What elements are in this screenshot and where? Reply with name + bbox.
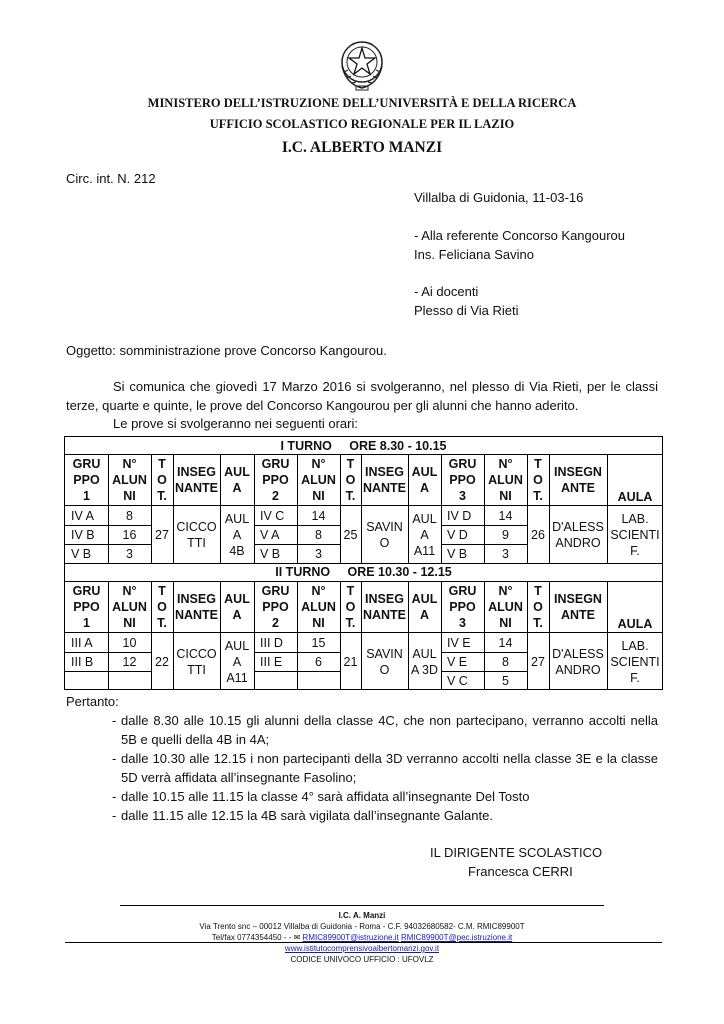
header-tot2	[340, 455, 361, 505]
alunni-cell	[297, 544, 340, 563]
header-tot2	[340, 582, 361, 632]
alunni-cell-text: 14	[498, 508, 513, 523]
header-insegnante3	[549, 455, 607, 505]
header-aula1	[220, 455, 254, 505]
table-rule	[220, 581, 221, 690]
footer-divider	[120, 905, 604, 906]
aula-cell-text: AUL A 3D	[410, 646, 439, 677]
header-gruppo1-text: GRU PPO 1	[72, 457, 101, 503]
tot-cell	[340, 506, 361, 563]
group-cell-text: III E	[260, 654, 283, 669]
group-cell	[254, 652, 303, 671]
group-cell	[254, 544, 303, 563]
alunni-cell	[484, 652, 527, 671]
alunni-cell-text: 8	[315, 527, 322, 542]
alunni-cell-text: 10	[122, 635, 137, 650]
alunni-cell	[108, 633, 151, 652]
alunni-cell-text: 14	[498, 635, 513, 650]
group-cell-text: IV E	[447, 635, 471, 650]
tot-cell-text: 21	[343, 654, 358, 669]
alunni-cell-text: 5	[502, 673, 509, 688]
header-gruppo3	[441, 582, 484, 632]
alunni-cell-text: 8	[126, 508, 133, 523]
alunni-cell-text: 3	[315, 546, 322, 561]
header-insegnante2-text: INSEG NANTE	[362, 592, 407, 622]
header-alunni1-text: N° ALUN NI	[112, 457, 147, 503]
header-tot1	[151, 455, 173, 505]
place-date: Villalba di Guidonia, 11-03-16	[414, 190, 584, 205]
header-insegnante2	[361, 455, 408, 505]
table-rule	[484, 454, 485, 563]
recipient-referente-name: Ins. Feliciana Savino	[414, 247, 534, 262]
table-rule	[220, 454, 221, 563]
bullet-dash: -	[112, 789, 117, 804]
mail-icon: ✉	[293, 933, 301, 942]
header-alunni3-text: N° ALUN NI	[488, 584, 523, 630]
bullet-dash: -	[112, 713, 117, 728]
header-tot3-text: T O T.	[533, 457, 543, 503]
bullet-text: dalle 10.15 alle 11.15 la classe 4° sarà affidata all’insegnante Del Tosto	[121, 789, 530, 804]
alunni-cell	[297, 652, 340, 671]
turno1-header: I TURNO ORE 8.30 - 10.15	[280, 439, 447, 453]
header-alunni1	[108, 455, 151, 505]
bullet-dash: -	[112, 808, 117, 823]
group-cell	[441, 544, 490, 563]
alunni-cell	[108, 671, 151, 690]
header-alunni3	[484, 582, 527, 632]
insegnante-cell-text: CICCO TTI	[176, 519, 217, 550]
insegnante-cell	[173, 506, 220, 563]
group-cell	[441, 652, 490, 671]
group-cell	[441, 633, 490, 652]
table-rule	[441, 581, 442, 690]
header-alunni1	[108, 582, 151, 632]
header-alunni3-text: N° ALUN NI	[488, 457, 523, 503]
header-tot1-text: T O T.	[157, 457, 167, 503]
table-rule	[297, 454, 298, 563]
group-cell	[65, 544, 114, 563]
group-cell	[65, 671, 114, 690]
tot-cell-text: 25	[343, 527, 358, 542]
aula-cell	[408, 506, 441, 563]
footer-office-code: CODICE UNIVOCO UFFICIO : UFOVLZ	[290, 955, 434, 964]
header-aula1-text: AUL A	[224, 592, 250, 622]
header-insegnante1-text: INSEG NANTE	[174, 592, 219, 622]
group-cell-text: IV A	[71, 508, 94, 523]
alunni-cell	[484, 633, 527, 652]
alunni-cell	[484, 544, 527, 563]
insegnante-cell	[549, 633, 607, 690]
footer-address: Via Trento snc – 00012 Villalba di Guidonia - Roma - C.F. 94032680582- C.M. RMIC89900T	[199, 922, 525, 931]
aula-cell-text: AUL A A11	[224, 638, 250, 685]
header-aula3-text: AULA	[617, 617, 653, 631]
group-cell	[254, 633, 303, 652]
tot-cell-text: 27	[531, 654, 545, 669]
alunni-cell-text: 3	[502, 546, 509, 561]
header-tot1-text: T O T.	[157, 584, 167, 630]
table-rule	[108, 581, 109, 690]
group-cell	[65, 633, 114, 652]
header-aula1-text: AUL A	[224, 465, 250, 495]
tot-cell	[527, 633, 549, 690]
alunni-cell	[297, 525, 340, 544]
footer-tel: Tel/fax 0774354450 - -	[211, 933, 292, 942]
aula-cell-text: AUL A 4B	[224, 511, 250, 558]
table-rule	[549, 581, 550, 690]
group-cell-text: III B	[71, 654, 94, 669]
group-cell	[441, 525, 490, 544]
header-gruppo2-text: GRU PPO 2	[261, 584, 290, 630]
aula-cell	[408, 633, 441, 690]
table-rule	[408, 581, 409, 690]
header-aula1	[220, 582, 254, 632]
header-gruppo2	[254, 582, 297, 632]
alunni-cell	[297, 506, 340, 525]
insegnante-cell	[361, 506, 408, 563]
tot-cell	[151, 506, 173, 563]
footer-website-row	[0, 944, 724, 954]
header-aula3	[607, 455, 663, 505]
body-schedule-intro: Le prove si svolgeranno nei seguenti orari:	[113, 416, 358, 431]
header-tot3-text: T O T.	[533, 584, 543, 630]
aula-cell-text: LAB. SCIENTI F.	[610, 511, 660, 558]
header-insegnante1	[173, 582, 220, 632]
alunni-cell-text: 15	[311, 635, 326, 650]
group-cell	[65, 652, 114, 671]
header-alunni2	[297, 455, 340, 505]
table-rule	[527, 454, 528, 563]
insegnante-cell-text: SAVIN O	[366, 646, 403, 677]
header-insegnante2	[361, 582, 408, 632]
recipient-referente: - Alla referente Concorso Kangourou	[414, 228, 626, 243]
footer-school-name: I.C. A. Manzi	[338, 911, 386, 920]
footer-email-link[interactable]: RMIC89900T@istruzione.it	[302, 933, 399, 942]
header-aula3	[607, 582, 663, 632]
header-insegnante3-text: INSEGN ANTE	[554, 592, 602, 622]
alunni-cell	[484, 671, 527, 690]
group-cell-text: V B	[71, 546, 92, 561]
group-cell-text: V A	[260, 527, 280, 542]
table-rule	[549, 454, 550, 563]
header-alunni1-text: N° ALUN NI	[112, 584, 147, 630]
turno2-header: II TURNO ORE 10.30 - 12.15	[275, 565, 452, 579]
alunni-cell-text: 16	[122, 527, 137, 542]
signature-role: IL DIRIGENTE SCOLASTICO	[430, 845, 603, 860]
recipient-plesso: Plesso di Via Rieti	[414, 303, 519, 318]
list-item	[66, 749, 658, 787]
schedule-table	[64, 436, 663, 690]
header-gruppo1	[65, 582, 108, 632]
aula-cell	[220, 506, 254, 563]
footer-pec-link[interactable]: RMIC89900T@pec.istruzione.it	[400, 933, 513, 942]
recipient-docenti: - Ai docenti	[414, 284, 479, 299]
table-rule	[254, 454, 255, 563]
table-rule	[254, 581, 255, 690]
header-insegnante2-text: INSEG NANTE	[362, 465, 407, 495]
header-tot3	[527, 455, 549, 505]
tot-cell	[527, 506, 549, 563]
header-gruppo1	[65, 455, 108, 505]
header-insegnante3	[549, 582, 607, 632]
header-tot2-text: T O T.	[345, 584, 356, 630]
insegnante-cell-text: SAVIN O	[366, 519, 403, 550]
header-insegnante3-text: INSEGN ANTE	[554, 465, 602, 495]
group-cell-text: IV B	[71, 527, 95, 542]
table-rule	[408, 454, 409, 563]
tot-cell	[340, 633, 361, 690]
alunni-cell	[484, 506, 527, 525]
alunni-cell-text: 3	[126, 546, 133, 561]
aula-cell	[607, 506, 663, 563]
group-cell	[254, 525, 303, 544]
signature-name: Francesca CERRI	[468, 864, 573, 879]
table-rule	[340, 454, 341, 563]
header-gruppo3-text: GRU PPO 3	[448, 584, 477, 630]
table-rule	[484, 581, 485, 690]
group-cell	[254, 671, 303, 690]
alunni-cell-text: 12	[122, 654, 137, 669]
alunni-cell	[108, 506, 151, 525]
group-cell-text: III D	[260, 635, 283, 650]
alunni-cell	[297, 633, 340, 652]
insegnante-cell	[173, 633, 220, 690]
header-gruppo2	[254, 455, 297, 505]
header-alunni2	[297, 582, 340, 632]
list-item	[66, 806, 658, 825]
subject-line: Oggetto: somministrazione prove Concorso Kangourou.	[66, 343, 387, 358]
table-rule	[151, 454, 152, 563]
office-title: UFFICIO SCOLASTICO REGIONALE PER IL LAZIO	[209, 117, 515, 131]
table-rule	[65, 563, 662, 564]
list-item	[66, 787, 658, 806]
group-cell	[441, 506, 490, 525]
list-item	[66, 711, 658, 749]
insegnante-cell-text: D'ALESS ANDRO	[552, 519, 604, 550]
bullet-text: dalle 11.15 alle 12.15 la 4B sarà vigilata dall’insegnante Galante.	[121, 808, 493, 823]
body-paragraph: Si comunica che giovedì 17 Marzo 2016 si svolgeranno, nel plesso di Via Rieti, per le classi terze, quarte e quinte, le prove del Concorso Kangourou per gli alunni che hanno aderito.	[66, 379, 658, 413]
header-alunni3	[484, 455, 527, 505]
tot-cell-text: 27	[155, 527, 169, 542]
alunni-cell-text: 14	[311, 508, 326, 523]
alunni-cell	[484, 525, 527, 544]
group-cell	[65, 525, 114, 544]
alunni-cell-text: 8	[502, 654, 509, 669]
group-cell-text: III A	[71, 635, 93, 650]
insegnante-cell-text: CICCO TTI	[176, 646, 217, 677]
header-tot1	[151, 582, 173, 632]
tot-cell-text: 22	[155, 654, 169, 669]
table-rule	[607, 581, 608, 690]
header-alunni2-text: N° ALUN NI	[301, 457, 336, 503]
table-rule	[361, 454, 362, 563]
alunni-cell	[297, 671, 340, 690]
aula-cell-text: LAB. SCIENTI F.	[610, 638, 660, 685]
circular-number: Circ. int. N. 212	[66, 171, 156, 186]
table-rule	[607, 454, 608, 563]
bullet-text: dalle 10.30 alle 12.15 i non partecipanti della 3D verranno accolti nella classe 3E e la classe 5D verrà affidata all’insegnante Fasolino;	[121, 751, 658, 785]
republic-emblem	[336, 36, 388, 92]
footer-website-link[interactable]: www.istitutocomprensivoalbertomanzi.gov.it	[284, 944, 440, 953]
group-cell-text: IV D	[447, 508, 472, 523]
header-aula2-text: AUL A	[411, 465, 438, 495]
group-cell	[65, 506, 114, 525]
bullet-dash: -	[112, 751, 117, 766]
bullet-text: dalle 8.30 alle 10.15 gli alunni della classe 4C, che non partecipano, verranno accolti nella 5B e quelli della 4B in 4A;	[121, 713, 658, 747]
group-cell-text: V C	[447, 673, 468, 688]
alunni-cell	[108, 652, 151, 671]
header-gruppo3-text: GRU PPO 3	[448, 457, 477, 503]
table-rule	[173, 454, 174, 563]
header-tot3	[527, 582, 549, 632]
table-rule	[173, 581, 174, 690]
table-rule	[527, 581, 528, 690]
alunni-cell	[108, 544, 151, 563]
group-cell	[441, 671, 490, 690]
ministry-title: MINISTERO DELL’ISTRUZIONE DELL’UNIVERSITÀ E DELLA RICERCA	[147, 96, 577, 110]
group-cell	[254, 506, 303, 525]
school-title: I.C. ALBERTO MANZI	[281, 139, 443, 156]
header-aula3-text: AULA	[617, 490, 653, 504]
pertanto-label: Pertanto:	[66, 694, 119, 709]
insegnante-cell-text: D'ALESS ANDRO	[552, 646, 604, 677]
insegnante-cell	[361, 633, 408, 690]
table-rule	[151, 581, 152, 690]
bullet-list	[66, 711, 658, 825]
header-tot2-text: T O T.	[345, 457, 356, 503]
group-cell-text: V B	[447, 546, 468, 561]
footer-contacts	[0, 933, 724, 943]
header-gruppo1-text: GRU PPO 1	[72, 584, 101, 630]
aula-cell	[607, 633, 663, 690]
aula-cell-text: AUL A A11	[412, 511, 437, 558]
group-cell-text: V E	[447, 654, 468, 669]
insegnante-cell	[549, 506, 607, 563]
tot-cell	[151, 633, 173, 690]
alunni-cell-text: 6	[315, 654, 322, 669]
table-rule	[297, 581, 298, 690]
header-aula2	[408, 582, 441, 632]
alunni-cell-text: 9	[502, 527, 509, 542]
group-cell-text: IV C	[260, 508, 285, 523]
header-insegnante1-text: INSEG NANTE	[174, 465, 219, 495]
aula-cell	[220, 633, 254, 690]
table-rule	[441, 454, 442, 563]
header-alunni2-text: N° ALUN NI	[301, 584, 336, 630]
header-aula2	[408, 455, 441, 505]
header-insegnante1	[173, 455, 220, 505]
table-rule	[361, 581, 362, 690]
tot-cell-text: 26	[531, 527, 545, 542]
group-cell-text: V B	[260, 546, 281, 561]
alunni-cell	[108, 525, 151, 544]
table-rule	[340, 581, 341, 690]
header-aula2-text: AUL A	[411, 592, 438, 622]
header-gruppo3	[441, 455, 484, 505]
header-gruppo2-text: GRU PPO 2	[261, 457, 290, 503]
group-cell-text: V D	[447, 527, 468, 542]
table-rule	[108, 454, 109, 563]
